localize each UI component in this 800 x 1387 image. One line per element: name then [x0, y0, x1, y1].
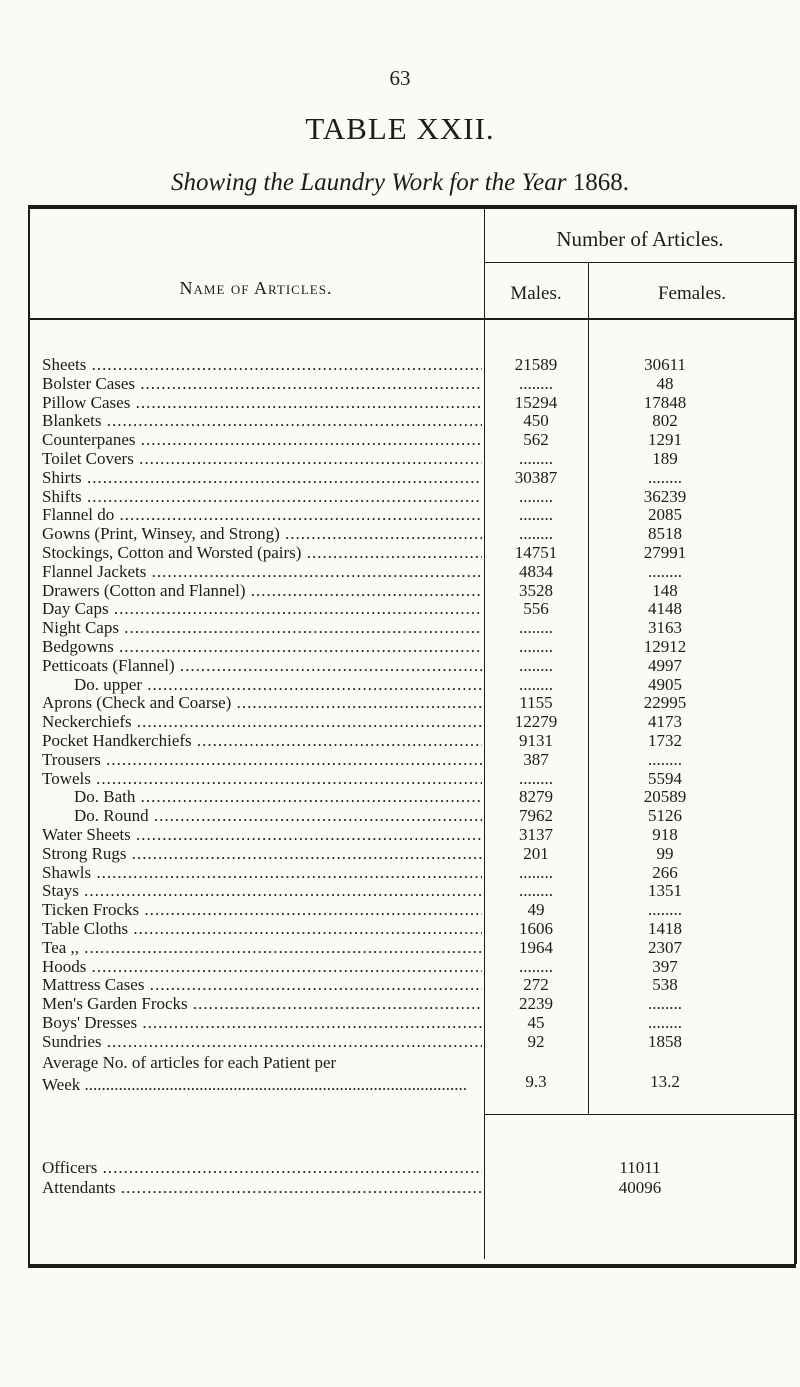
females-count: 4905: [648, 674, 682, 694]
article-name: Day Caps .....: [42, 600, 482, 619]
table-row: [0, 732, 800, 751]
average-label: [42, 1052, 482, 1096]
article-name: Ticken Frocks .....: [42, 901, 482, 920]
males-count: 450: [523, 411, 549, 431]
females-count: 189: [652, 448, 678, 468]
females-count: 802: [652, 411, 678, 431]
article-name: Boys' Dresses .....: [42, 1014, 482, 1033]
table-subtitle: [0, 169, 800, 197]
table-row: [0, 882, 800, 901]
article-name: Mattress Cases .....: [42, 976, 482, 995]
females-count: 4997: [648, 655, 682, 675]
table-row: [0, 638, 800, 657]
females-count: 1732: [648, 730, 682, 750]
females-count: 1858: [648, 1031, 682, 1051]
females-count: 30611: [644, 355, 686, 374]
males-count: ........: [519, 636, 553, 656]
staff-row-officers: [0, 1158, 800, 1178]
females-count: 99: [656, 843, 674, 863]
males-count: 45: [527, 1012, 545, 1032]
table-row: [0, 544, 800, 563]
article-name: Men's Garden Frocks .....: [42, 995, 482, 1014]
females-count: 17848: [643, 392, 687, 412]
males-count: 92: [527, 1031, 545, 1051]
article-name: Pillow Cases .....: [42, 394, 482, 413]
article-name: Pocket Handkerchiefs .....: [42, 732, 482, 751]
header-bottom-rule: [28, 318, 796, 320]
staff-value: 40096: [618, 1178, 662, 1197]
males-count: 12279: [514, 712, 558, 732]
article-name: Do. Bath .....: [42, 788, 482, 807]
table-row: [0, 450, 800, 469]
females-count: 148: [652, 580, 678, 600]
table-row: [0, 1014, 800, 1033]
article-name: Towels .....: [42, 770, 482, 789]
females-count: 12912: [643, 636, 687, 656]
females-count: ........: [648, 1012, 682, 1032]
males-count: 562: [523, 430, 549, 450]
males-count: ........: [519, 373, 553, 393]
males-count: 1606: [519, 918, 553, 938]
subtitle-year: 1868.: [572, 169, 629, 196]
males-count: 14751: [514, 542, 558, 562]
average-males: 9.3: [525, 1072, 547, 1091]
table-title: TABLE XXII.: [305, 111, 495, 146]
average-label-line1: Average No. of articles for each Patient per: [42, 1053, 337, 1072]
table-row: [0, 807, 800, 826]
article-name: Strong Rugs .....: [42, 845, 482, 864]
article-name: Shifts .....: [42, 488, 482, 507]
average-label-line2: Week ..........................................................................................: [42, 1075, 468, 1094]
females-count: 397: [652, 956, 678, 976]
table-row: [0, 676, 800, 695]
table-row: [0, 864, 800, 883]
table-row: [0, 751, 800, 770]
header-number-of-articles: Number of Articles.: [556, 227, 724, 251]
page-number: 63: [389, 66, 411, 90]
females-count: 27991: [643, 542, 687, 562]
table-row: [0, 506, 800, 525]
article-name: Flannel Jackets .....: [42, 563, 482, 582]
males-count: ........: [519, 862, 553, 882]
table-row: [0, 657, 800, 676]
article-name: Blankets .....: [42, 412, 482, 431]
article-name: Flannel do .....: [42, 506, 482, 525]
table-row: [0, 488, 800, 507]
article-name: Neckerchiefs .....: [42, 713, 482, 732]
males-count: ........: [519, 655, 553, 675]
table-row: [0, 958, 800, 977]
article-name: Sundries .....: [42, 1033, 482, 1052]
males-count: ........: [519, 524, 553, 544]
females-count: 8518: [648, 524, 682, 544]
subtitle-text: Showing the Laundry Work for the Year: [171, 169, 567, 196]
females-count: 1351: [648, 881, 682, 901]
males-count: 1964: [519, 937, 553, 957]
table-row: [0, 356, 800, 375]
table-row: [0, 525, 800, 544]
females-count: ........: [648, 900, 682, 920]
table-row: [0, 901, 800, 920]
table-row: [0, 845, 800, 864]
males-count: 30387: [514, 467, 558, 487]
article-name: Petticoats (Flannel) .....: [42, 657, 482, 676]
article-name: Bedgowns .....: [42, 638, 482, 657]
females-count: 20589: [643, 787, 687, 807]
table-row: [0, 826, 800, 845]
average-bottom-rule: [484, 1114, 796, 1115]
table-row: [0, 770, 800, 789]
table-row: [0, 939, 800, 958]
article-name: Shirts .....: [42, 469, 482, 488]
males-count: 201: [523, 843, 549, 863]
table-row: [0, 412, 800, 431]
females-count: ........: [648, 467, 682, 487]
females-count: ........: [648, 749, 682, 769]
table-row: [0, 600, 800, 619]
article-name: Aprons (Check and Coarse) .....: [42, 694, 482, 713]
males-count: ........: [519, 881, 553, 901]
males-count: 272: [523, 975, 549, 995]
females-count: 5594: [648, 768, 682, 788]
females-count: ........: [648, 561, 682, 581]
males-count: 7962: [519, 806, 553, 826]
females-count: 1291: [648, 430, 682, 450]
males-count: 3528: [519, 580, 553, 600]
article-name: Toilet Covers .....: [42, 450, 482, 469]
females-count: 5126: [648, 806, 682, 826]
staff-row-attendants: [0, 1178, 800, 1198]
table-row: [0, 582, 800, 601]
article-name: Stockings, Cotton and Worsted (pairs) .....: [42, 544, 482, 563]
article-name: Counterpanes .....: [42, 431, 482, 450]
table-body: [0, 356, 800, 1051]
article-name: Hoods .....: [42, 958, 482, 977]
females-count: 4173: [648, 712, 682, 732]
males-count: ........: [519, 448, 553, 468]
females-count: 4148: [648, 599, 682, 619]
males-count: 1155: [519, 693, 553, 713]
males-count: ........: [519, 505, 553, 525]
article-name: Table Cloths .....: [42, 920, 482, 939]
article-name: Stays .....: [42, 882, 482, 901]
males-count: 387: [523, 749, 549, 769]
average-females: 13.2: [650, 1072, 680, 1091]
males-count: ........: [519, 956, 553, 976]
table-row: [0, 469, 800, 488]
table-row: [0, 995, 800, 1014]
article-name: Bolster Cases .....: [42, 375, 482, 394]
females-count: 266: [652, 862, 678, 882]
males-count: 2239: [519, 994, 553, 1014]
females-count: 36239: [643, 486, 687, 506]
table-row: [0, 976, 800, 995]
table-row: [0, 920, 800, 939]
article-name: Gowns (Print, Winsey, and Strong) .....: [42, 525, 482, 544]
staff-value: 11011: [619, 1158, 661, 1177]
header-name-of-articles: Name of Articles.: [179, 278, 333, 298]
table-row: [0, 394, 800, 413]
males-count: 21589: [514, 355, 558, 374]
staff-name: Attendants .....: [42, 1178, 482, 1198]
article-name: Sheets .....: [42, 356, 482, 375]
males-count: 8279: [519, 787, 553, 807]
females-count: 2307: [648, 937, 682, 957]
females-count: 918: [652, 824, 678, 844]
males-count: ........: [519, 674, 553, 694]
males-count: 556: [523, 599, 549, 619]
table-row: [0, 375, 800, 394]
males-count: ........: [519, 618, 553, 638]
header-males: Males.: [510, 283, 562, 304]
table-row: [0, 619, 800, 638]
table-row: [0, 694, 800, 713]
males-count: 4834: [519, 561, 553, 581]
article-name: Water Sheets .....: [42, 826, 482, 845]
females-count: 1418: [648, 918, 682, 938]
article-name: Trousers .....: [42, 751, 482, 770]
table-row: [0, 713, 800, 732]
header-subrule: [484, 262, 796, 263]
table-row: [0, 788, 800, 807]
article-name: Tea ,, .....: [42, 939, 482, 958]
males-count: 3137: [519, 824, 553, 844]
article-name: Night Caps .....: [42, 619, 482, 638]
table-row: [0, 1033, 800, 1052]
males-count: 49: [527, 900, 545, 920]
males-count: ........: [519, 768, 553, 788]
staff-name: Officers .....: [42, 1158, 482, 1178]
males-count: 15294: [514, 392, 558, 412]
article-name: Do. Round .....: [42, 807, 482, 826]
table-row: [0, 431, 800, 450]
males-count: 9131: [519, 730, 553, 750]
article-name: Drawers (Cotton and Flannel) .....: [42, 582, 482, 601]
females-count: 538: [652, 975, 678, 995]
article-name: Do. upper .....: [42, 676, 482, 695]
females-count: 22995: [643, 693, 687, 713]
females-count: ........: [648, 994, 682, 1014]
females-count: 3163: [648, 618, 682, 638]
males-count: ........: [519, 486, 553, 506]
females-count: 48: [656, 373, 674, 393]
header-females: Females.: [657, 283, 727, 304]
table-row: [0, 563, 800, 582]
article-name: Shawls .....: [42, 864, 482, 883]
females-count: 2085: [648, 505, 682, 525]
